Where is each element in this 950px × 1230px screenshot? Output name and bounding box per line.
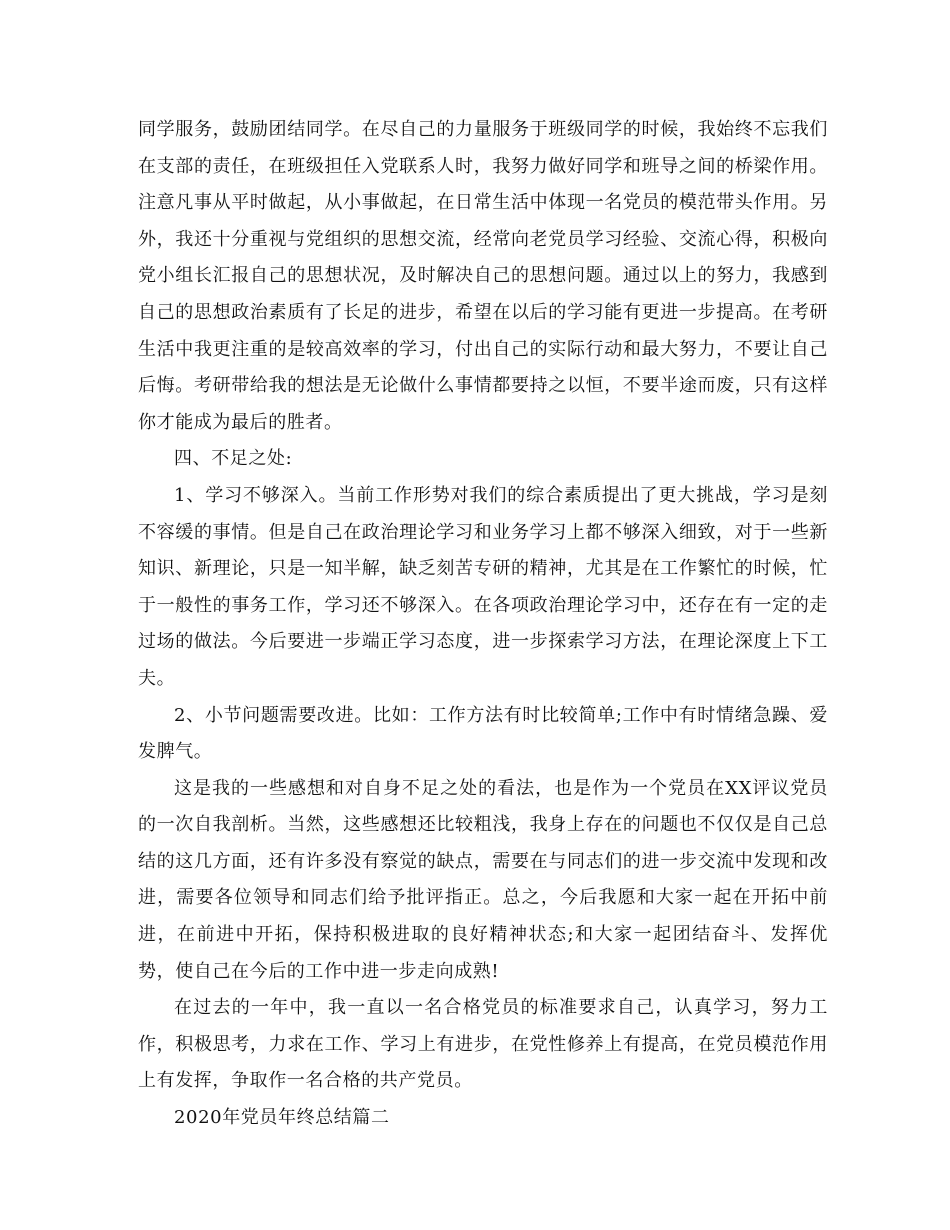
section-title-part-two: 2020年党员年终总结篇二 [174, 1107, 390, 1129]
paragraph-shortcoming-2: 2、小节问题需要改进。比如：工作方法有时比较简单;工作中有时情绪急躁、爱发脾气。 [138, 704, 828, 763]
paragraph-past-year: 在过去的一年中，我一直以一名合格党员的标准要求自己，认真学习，努力工作，积极思考，力求在工作、学习上有进步，在党性修养上有提高，在党员模范作用上有发挥，争取作一名合格的共产党员。 [138, 997, 828, 1092]
paragraph-continuation: 同学服务，鼓励团结同学。在尽自己的力量服务于班级同学的时候，我始终不忘我们在支部的责任，在班级担任入党联系人时，我努力做好同学和班导之间的桥梁作用。注意凡事从平时做起，从小事做起，在日常生活中体现一名党员的模范带头作用。另外，我还十分重视与党组织的思想交流，经常向老党员学习经验、交流心得，积极向党小组长汇报自己的思想状况，及时解决自己的思想问题。通过以上的努力，我感到自己的思想政治素质有了长足的进步，希望在以后的学习能有更进一步提高。在考研生活中我更注重的是较高效率的学习，付出自己的实际行动和最大努力，不要让自己后悔。考研带给我的想法是无论做什么事情都要持之以恒，不要半途而废，只有这样你才能成为最后的胜者。 [138, 119, 828, 433]
paragraph-shortcoming-1: 1、学习不够深入。当前工作形势对我们的综合素质提出了更大挑战，学习是刻不容缓的事情。但是自己在政治理论学习和业务学习上都不够深入细致，对于一些新知识、新理论，只是一知半解，缺乏刻苦专研的精神，尤其是在工作繁忙的时候，忙于一般性的事务工作，学习还不够深入。在各项政治理论学习中，还存在有一定的走过场的做法。今后要进一步端正学习态度，进一步探索学习方法，在理论深度上下工夫。 [138, 484, 828, 689]
paragraph-self-analysis: 这是我的一些感想和对自身不足之处的看法，也是作为一个党员在XX评议党员的一次自我剖析。当然，这些感想还比较粗浅，我身上存在的问题也不仅仅是自己总结的这几方面，还有许多没有察觉的缺点，需要在与同志们的进一步交流中发现和改进，需要各位领导和同志们给予批评指正。总之，今后我愿和大家一起在开拓中前进，在前进中开拓，保持积极进取的良好精神状态;和大家一起团结奋斗、发挥优势，使自己在今后的工作中进一步走向成熟! [138, 777, 829, 982]
section-heading-shortcomings: 四、不足之处: [174, 448, 293, 470]
document-body [138, 112, 828, 1137]
